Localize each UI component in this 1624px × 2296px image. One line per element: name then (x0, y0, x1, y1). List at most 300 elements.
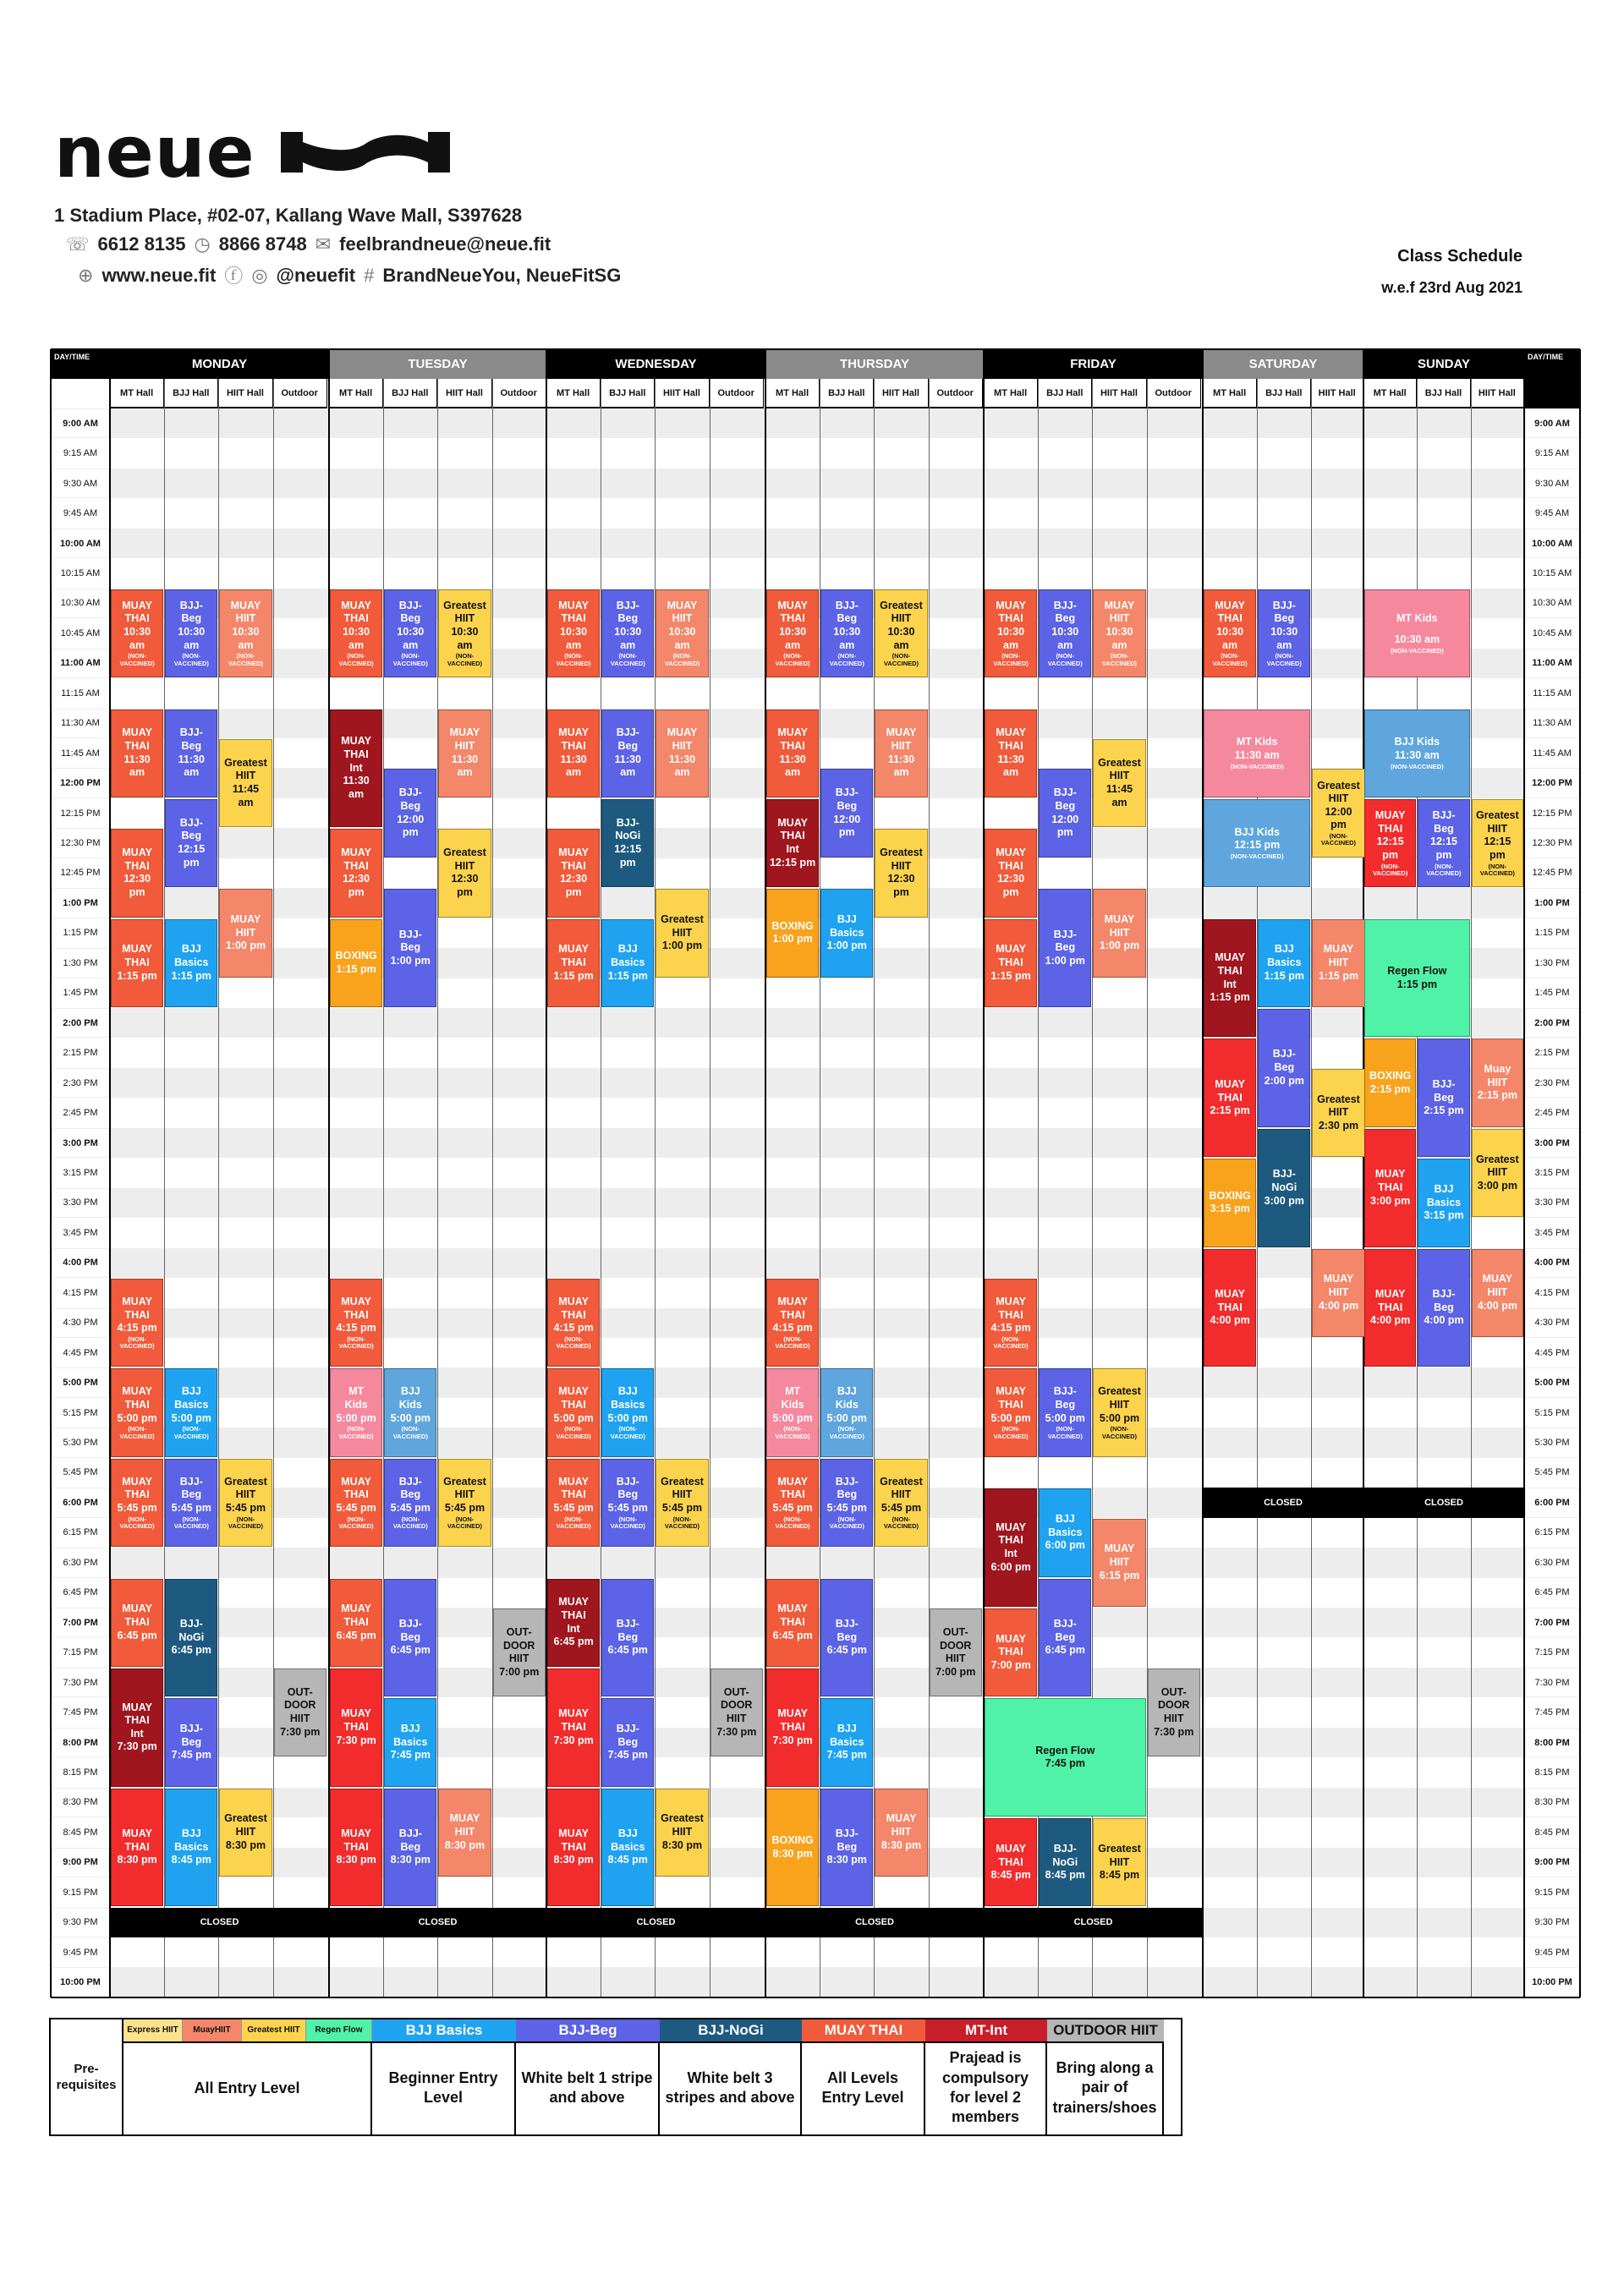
day-header-saturday: SATURDAY (1203, 349, 1363, 379)
class-line: MT Kids (1396, 611, 1438, 624)
closed-bar: CLOSED (984, 1908, 1203, 1937)
time-label-right: 9:00 PM (1526, 1849, 1578, 1877)
class-line: MUAY (122, 943, 152, 956)
class-line: Beg (1055, 799, 1076, 812)
class-block[interactable] (1364, 919, 1470, 1038)
class-note: (NON-VACCINED) (447, 652, 483, 667)
class-block[interactable] (330, 919, 382, 1007)
class-block[interactable] (766, 1669, 819, 1787)
class-block[interactable] (875, 829, 927, 917)
class-block[interactable] (330, 589, 382, 677)
class-block[interactable] (601, 1459, 654, 1547)
class-note: (NON-VACCINED) (119, 1334, 155, 1351)
class-line: MUAY (1482, 1273, 1513, 1285)
class-line: 8:30 pm (336, 1854, 376, 1866)
class-line: OUT- (506, 1625, 532, 1638)
closed-bar: CLOSED (329, 1908, 546, 1937)
class-line: MUAY (1215, 1077, 1245, 1090)
class-line: DOOR (1157, 1699, 1190, 1712)
closed-bar: CLOSED (1363, 1488, 1524, 1517)
class-block[interactable] (330, 1579, 382, 1667)
class-block[interactable] (219, 1459, 272, 1547)
class-block[interactable] (985, 1368, 1037, 1456)
class-block[interactable] (384, 1579, 436, 1697)
class-line: 11:30 (560, 753, 587, 765)
class-note: (NON-VACCINED) (392, 1425, 428, 1440)
class-block[interactable] (1312, 1069, 1364, 1157)
class-line: MUAY (449, 726, 480, 739)
class-block[interactable] (274, 1669, 326, 1756)
time-label: 4:45 PM (52, 1339, 108, 1367)
class-block[interactable] (1364, 589, 1470, 677)
class-line: 6:15 pm (1099, 1569, 1140, 1581)
class-block[interactable] (219, 1789, 272, 1877)
class-line: 1:15 pm (1264, 969, 1304, 982)
class-block[interactable] (1204, 1038, 1256, 1157)
class-block[interactable] (985, 1608, 1037, 1696)
class-block[interactable] (111, 1789, 163, 1907)
class-block[interactable] (1258, 589, 1310, 677)
class-block[interactable] (547, 1579, 600, 1667)
class-block[interactable] (1039, 1818, 1091, 1906)
class-line: MUAY (122, 1385, 152, 1398)
class-block[interactable] (330, 1368, 382, 1456)
class-block[interactable] (219, 889, 272, 977)
class-block[interactable] (165, 799, 217, 887)
class-line: am (1003, 766, 1019, 779)
class-block[interactable] (1093, 889, 1145, 977)
class-line: 1:15 pm (1318, 969, 1359, 982)
class-block[interactable] (438, 1789, 491, 1877)
hall-header: MT Hall (984, 379, 1038, 408)
class-block[interactable] (930, 1608, 982, 1696)
time-label: 6:30 PM (52, 1548, 108, 1576)
class-line: 3:00 pm (1477, 1179, 1517, 1192)
class-line: 11:45 (232, 783, 260, 796)
class-line: 11:30 (178, 753, 205, 765)
class-block[interactable] (111, 1669, 163, 1787)
class-line: THAI (1217, 1091, 1243, 1104)
phone-2[interactable]: 8866 8748 (218, 233, 307, 255)
class-block[interactable] (1258, 1129, 1310, 1247)
class-note: (NON-VACCINED) (1230, 852, 1284, 861)
class-block[interactable] (766, 1789, 819, 1907)
class-block[interactable] (820, 1459, 873, 1547)
class-block[interactable] (1093, 1519, 1145, 1607)
hall-header: BJJ Hall (820, 379, 874, 408)
class-block[interactable] (601, 710, 654, 797)
class-block[interactable] (985, 829, 1037, 917)
class-block[interactable] (1204, 1249, 1256, 1367)
class-block[interactable] (438, 1459, 491, 1547)
class-block[interactable] (1039, 589, 1091, 677)
time-label: 9:45 AM (52, 499, 108, 527)
time-label: 10:00 AM (52, 529, 108, 557)
class-block[interactable] (601, 799, 654, 887)
class-block[interactable] (601, 1579, 654, 1697)
class-block[interactable] (547, 1669, 600, 1787)
class-line: BJJ- (179, 599, 203, 611)
class-block[interactable] (547, 589, 600, 677)
class-line: BOXING (1369, 1069, 1412, 1082)
class-block[interactable] (384, 1459, 436, 1547)
class-note: (NON-VACCINED) (228, 652, 264, 667)
class-block[interactable] (547, 1789, 600, 1907)
class-block[interactable] (1312, 769, 1364, 857)
class-block[interactable] (710, 1669, 763, 1756)
class-line: OUT- (723, 1685, 749, 1698)
legend-text: Beginner Entry Level (372, 2041, 516, 2134)
class-note: (NON-VACCINED) (775, 1425, 810, 1440)
class-block[interactable] (547, 919, 600, 1007)
whatsapp-icon: ◷ (194, 233, 211, 255)
class-line: BJJ- (835, 1618, 859, 1630)
class-block[interactable] (656, 1459, 708, 1547)
class-block[interactable] (219, 589, 272, 677)
hall-vline (929, 379, 930, 1997)
class-line: NoGi (1052, 1855, 1078, 1868)
class-line: pm (838, 826, 855, 839)
class-line: HIIT (454, 612, 475, 625)
class-block[interactable] (547, 1368, 600, 1456)
class-note: (NON-VACCINED) (829, 1515, 864, 1530)
class-block[interactable] (547, 1279, 600, 1367)
class-line: 5:45 pm (553, 1501, 594, 1514)
class-block[interactable] (820, 1789, 873, 1907)
class-line: BJJ- (616, 1475, 639, 1488)
class-line: 6:45 pm (772, 1629, 813, 1641)
class-block[interactable] (384, 589, 436, 677)
hall-header: MT Hall (110, 379, 164, 408)
class-block[interactable] (165, 710, 217, 797)
class-block[interactable] (111, 829, 163, 917)
class-line: am (893, 638, 909, 651)
class-line: 5:00 pm (826, 1411, 867, 1424)
class-block[interactable] (384, 1368, 436, 1456)
class-block[interactable] (766, 589, 819, 677)
class-block[interactable] (601, 1698, 654, 1786)
class-line: am (839, 638, 855, 651)
class-block[interactable] (766, 1579, 819, 1667)
class-block[interactable] (766, 799, 819, 887)
class-line: THAI (124, 1399, 150, 1411)
class-line: Beg (400, 799, 421, 812)
class-block[interactable] (111, 1579, 163, 1667)
class-block[interactable] (165, 1698, 217, 1786)
instagram-icon[interactable]: ◎ (251, 264, 268, 286)
class-block[interactable] (1472, 1038, 1523, 1126)
class-line: MUAY (1104, 912, 1135, 925)
class-line: THAI (561, 1840, 586, 1853)
class-block[interactable] (1204, 799, 1310, 887)
class-line: MUAY (1323, 1273, 1354, 1285)
class-line: 12:30 (451, 873, 479, 885)
class-block[interactable] (985, 589, 1037, 677)
class-block[interactable] (547, 710, 600, 797)
class-block[interactable] (601, 1789, 654, 1907)
class-block[interactable] (766, 1279, 819, 1367)
class-block[interactable] (1093, 1818, 1145, 1906)
class-line: am (1111, 796, 1127, 808)
class-block[interactable] (985, 919, 1037, 1007)
class-block[interactable] (330, 1669, 382, 1787)
class-note: (NON-VACCINED) (1047, 1425, 1083, 1440)
class-block[interactable] (165, 589, 217, 677)
phone-1[interactable]: 6612 8135 (97, 233, 186, 255)
class-line: MUAY (230, 599, 261, 611)
time-label-right: 9:30 AM (1526, 469, 1578, 497)
time-label-right: 9:15 AM (1526, 439, 1578, 467)
social-handle[interactable]: @neuefit (276, 264, 356, 286)
class-block[interactable] (1364, 799, 1416, 887)
hall-header: Outdoor (1147, 379, 1201, 408)
class-line: MUAY (667, 726, 698, 739)
class-block[interactable] (820, 889, 873, 977)
legend-swatch: Greatest HIIT (242, 2019, 306, 2041)
class-block[interactable] (384, 889, 436, 1007)
class-block[interactable] (111, 589, 163, 677)
class-block[interactable] (820, 1579, 873, 1697)
class-note: (NON-VACCINED) (610, 1425, 645, 1440)
class-line: 5:00 pm (607, 1411, 648, 1424)
class-block[interactable] (601, 589, 654, 677)
class-block[interactable] (438, 829, 491, 917)
class-block[interactable] (1148, 1669, 1200, 1756)
class-block[interactable] (1418, 799, 1469, 887)
class-block[interactable] (1204, 919, 1256, 1038)
class-block[interactable] (111, 1279, 163, 1367)
time-label-right: 9:15 PM (1526, 1878, 1578, 1906)
time-label: 8:30 PM (52, 1789, 108, 1817)
legend (49, 2018, 1182, 2136)
class-block[interactable] (330, 1279, 382, 1367)
class-block[interactable] (330, 1789, 382, 1907)
class-block[interactable] (1039, 889, 1091, 1007)
class-block[interactable] (820, 1698, 873, 1786)
class-block[interactable] (875, 589, 927, 677)
class-block[interactable] (1093, 589, 1145, 677)
class-block[interactable] (601, 1368, 654, 1456)
time-label-right: 4:15 PM (1526, 1279, 1578, 1307)
class-line: MUAY (341, 1296, 371, 1308)
class-line: Greatest (443, 599, 486, 611)
class-block[interactable] (1418, 1249, 1469, 1367)
hall-header: MT Hall (329, 379, 383, 408)
class-block[interactable] (384, 1698, 436, 1786)
class-block[interactable] (330, 829, 382, 917)
class-block[interactable] (1039, 1579, 1091, 1697)
class-line: Beg (1274, 612, 1295, 625)
class-block[interactable] (1472, 799, 1523, 887)
class-line: HIIT (1328, 1285, 1349, 1298)
time-label: 7:00 PM (52, 1608, 108, 1636)
class-line: MUAY (996, 1632, 1026, 1645)
class-line: 8:45 pm (990, 1869, 1031, 1882)
class-line: HIIT (235, 770, 256, 782)
class-block[interactable] (1364, 1129, 1416, 1247)
class-block[interactable] (1472, 1249, 1523, 1337)
class-block[interactable] (656, 1789, 708, 1877)
class-block[interactable] (547, 829, 600, 917)
class-block[interactable] (985, 1279, 1037, 1367)
class-block[interactable] (330, 1459, 382, 1547)
class-block[interactable] (1312, 1249, 1364, 1337)
class-line: Int (1004, 1548, 1018, 1560)
time-label-right: 8:00 PM (1526, 1729, 1578, 1756)
class-line: BJJ- (1432, 809, 1456, 822)
class-block[interactable] (493, 1608, 546, 1696)
class-line: 10:30 (833, 626, 861, 638)
class-block[interactable] (985, 1818, 1037, 1906)
class-line: BJJ- (179, 816, 203, 829)
class-line: 12:15 (1430, 836, 1457, 848)
class-line: 10:30 (1051, 626, 1079, 638)
class-block[interactable] (766, 1368, 819, 1456)
class-block[interactable] (330, 710, 382, 828)
time-label-right: 7:30 PM (1526, 1669, 1578, 1696)
class-block[interactable] (766, 710, 819, 797)
class-block[interactable] (985, 1488, 1037, 1607)
class-block[interactable] (1258, 1009, 1310, 1127)
class-block[interactable] (766, 889, 819, 977)
class-line: 8:30 pm (117, 1854, 157, 1866)
class-block[interactable] (165, 919, 217, 1007)
class-line: THAI (124, 612, 150, 625)
class-block[interactable] (165, 1789, 217, 1907)
class-block[interactable] (766, 1459, 819, 1547)
class-line: BJJ Kids (1234, 825, 1280, 838)
class-block[interactable] (1039, 1368, 1091, 1456)
class-block[interactable] (985, 710, 1037, 797)
class-block[interactable] (1093, 1368, 1145, 1456)
class-block[interactable] (656, 710, 708, 797)
class-block[interactable] (1204, 710, 1310, 797)
class-line: Basics (174, 956, 209, 968)
class-block[interactable] (1418, 1038, 1469, 1157)
class-line: Greatest (661, 912, 704, 925)
class-block[interactable] (384, 1789, 436, 1907)
class-block[interactable] (820, 1368, 873, 1456)
class-block[interactable] (656, 589, 708, 677)
class-block[interactable] (165, 1368, 217, 1456)
hall-vline (1311, 379, 1312, 1997)
class-block[interactable] (111, 710, 163, 797)
class-block[interactable] (165, 1459, 217, 1547)
class-line: 7:30 pm (336, 1734, 376, 1746)
class-line: am (1111, 638, 1127, 651)
class-line: HIIT (891, 612, 912, 625)
time-label-right: 10:30 AM (1526, 589, 1578, 617)
class-line: 1:15 pm (990, 969, 1031, 982)
class-line: HIIT (508, 1652, 529, 1665)
time-label-right: 2:30 PM (1526, 1069, 1578, 1097)
class-block[interactable] (1204, 1159, 1256, 1247)
class-block[interactable] (547, 1459, 600, 1547)
class-block[interactable] (438, 589, 491, 677)
class-line: pm (183, 856, 200, 869)
class-block[interactable] (1039, 769, 1091, 857)
facebook-icon[interactable]: ⓕ (224, 266, 244, 287)
class-block[interactable] (1258, 919, 1310, 1007)
time-label: 10:30 AM (52, 589, 108, 617)
class-block[interactable] (1312, 919, 1364, 1007)
class-block[interactable] (656, 889, 708, 977)
class-line: BOXING (335, 950, 377, 962)
class-line: 5:00 pm (1045, 1411, 1085, 1424)
class-line: MUAY (341, 1603, 371, 1615)
class-line: Basics (830, 1735, 864, 1748)
class-block[interactable] (111, 1368, 163, 1456)
class-line: 8:30 pm (881, 1838, 922, 1851)
class-block[interactable] (219, 739, 272, 827)
class-line: 5:45 pm (225, 1501, 266, 1514)
class-block[interactable] (1093, 739, 1145, 827)
class-block[interactable] (111, 1459, 163, 1547)
hall-header: HIIT Hall (1092, 379, 1146, 408)
class-block[interactable] (1364, 710, 1470, 797)
class-line: BOXING (771, 1833, 814, 1846)
class-block[interactable] (820, 589, 873, 677)
class-block[interactable] (985, 1698, 1146, 1817)
time-label: 7:15 PM (52, 1638, 108, 1666)
class-block[interactable] (1364, 1249, 1416, 1367)
class-line: MT (785, 1385, 801, 1398)
legend-text: Bring along a pair of trainers/shoes (1047, 2041, 1164, 2134)
closed-bar: CLOSED (765, 1908, 984, 1937)
time-label-right: 12:45 PM (1526, 859, 1578, 887)
class-block[interactable] (820, 769, 873, 857)
class-block[interactable] (1364, 1038, 1416, 1126)
class-line: 11:30 (343, 775, 370, 787)
class-block[interactable] (1472, 1129, 1523, 1217)
class-block[interactable] (875, 1789, 927, 1877)
class-block[interactable] (1418, 1159, 1469, 1247)
class-block[interactable] (111, 919, 163, 1007)
class-line: BJJ (617, 943, 638, 956)
class-line: BJJ (181, 943, 201, 956)
class-line: Int (1223, 978, 1237, 990)
time-label: 3:45 PM (52, 1219, 108, 1247)
class-block[interactable] (1039, 1488, 1091, 1576)
hall-header: MT Hall (765, 379, 820, 408)
class-block[interactable] (601, 919, 654, 1007)
time-label: 10:00 PM (52, 1968, 108, 1996)
class-line: 8:30 pm (772, 1847, 813, 1860)
class-line: HIIT (891, 859, 912, 872)
class-line: Beg (837, 1488, 858, 1501)
legend-swatch: Regen Flow (306, 2019, 372, 2041)
website-link[interactable]: www.neue.fit (102, 264, 217, 286)
class-line: am (457, 766, 473, 779)
class-block[interactable] (165, 1579, 217, 1697)
email-link[interactable]: feelbrandneue@neue.fit (339, 233, 551, 255)
class-block[interactable] (875, 1459, 927, 1547)
class-block[interactable] (875, 710, 927, 797)
class-line: Greatest (224, 1812, 267, 1825)
class-line: BJJ- (1053, 786, 1077, 799)
class-block[interactable] (384, 769, 436, 857)
class-line: Beg (837, 612, 858, 625)
class-line: BJJ- (1272, 1048, 1296, 1060)
class-line: HIIT (235, 612, 256, 625)
time-label: 9:15 AM (52, 439, 108, 467)
time-label-right: 10:00 PM (1526, 1968, 1578, 1996)
row-stripe (51, 408, 1580, 438)
class-line: BJJ- (1053, 928, 1077, 940)
class-block[interactable] (438, 710, 491, 797)
time-label: 7:45 PM (52, 1698, 108, 1726)
class-block[interactable] (1204, 589, 1256, 677)
